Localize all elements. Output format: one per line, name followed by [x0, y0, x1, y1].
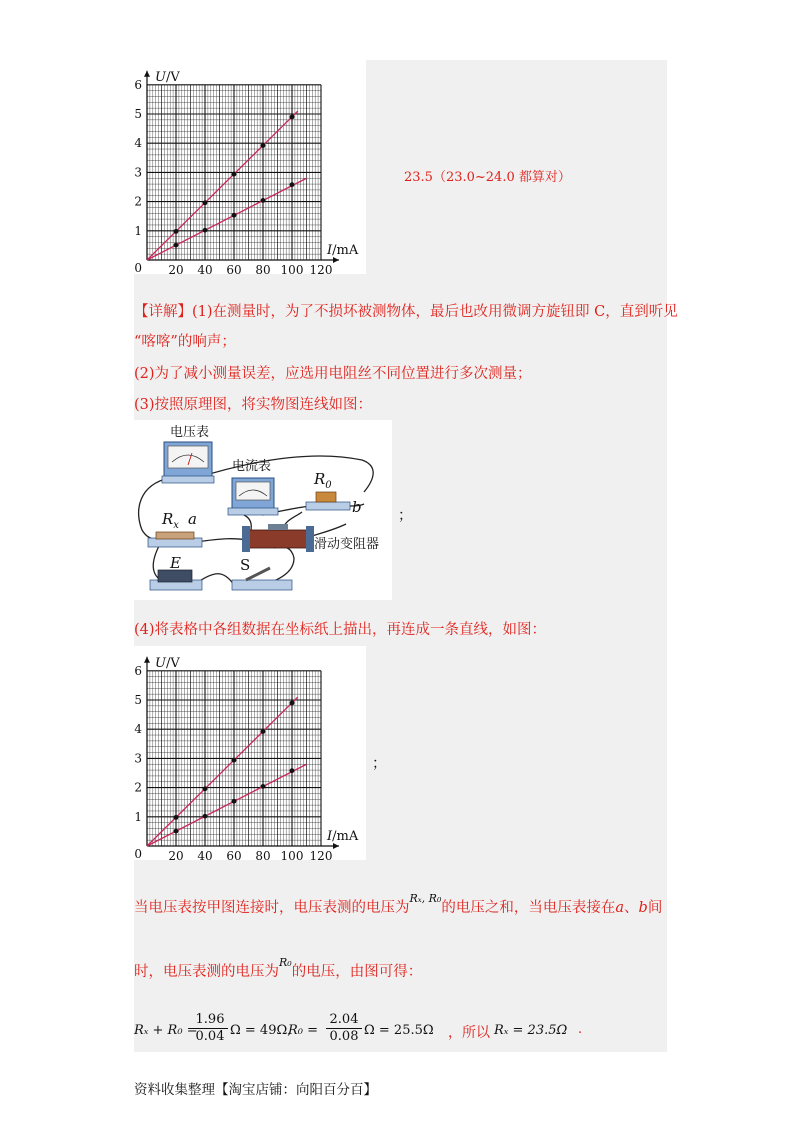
y-tick-label: 4 — [134, 722, 142, 737]
detail-line-2: “喀喀”的响声； — [134, 334, 236, 350]
x-tick-label: 80 — [255, 849, 271, 860]
resistor-rx — [148, 532, 202, 547]
y-axis-arrow — [144, 657, 150, 663]
eq-so: ，所以 — [448, 1025, 490, 1041]
data-point-2 — [261, 198, 266, 203]
y-tick-label: 3 — [134, 751, 142, 766]
ui-graph-1 — [134, 60, 366, 274]
ammeter — [228, 478, 278, 515]
battery-e — [150, 570, 202, 590]
eq2-frac — [326, 1012, 362, 1045]
b-label: b — [352, 498, 362, 516]
explain-l1-b: b — [638, 900, 648, 916]
data-point-2 — [290, 182, 295, 187]
circuit-semicolon: ； — [398, 508, 413, 524]
graph-semicolon: ； — [372, 756, 387, 772]
data-point-1 — [203, 786, 208, 791]
eq1-den: 0.04 — [195, 1029, 225, 1044]
x-tick-label: 40 — [197, 263, 213, 274]
circuit-diagram — [134, 420, 392, 600]
data-point-1 — [203, 200, 208, 205]
origin-label: 0 — [134, 847, 142, 860]
detail-line-1 — [134, 302, 678, 322]
data-point-2 — [203, 814, 208, 819]
e-label: E — [170, 554, 181, 572]
explain-line-1 — [134, 892, 663, 919]
rheostat-label: 滑动变阻器 — [314, 537, 380, 552]
data-point-1 — [261, 729, 266, 734]
eq1-lhs: Rₓ + R₀ = — [134, 1023, 198, 1038]
resistor-r0 — [306, 492, 350, 510]
detail-tag: 【详解】 — [134, 304, 192, 320]
data-point-2 — [174, 243, 179, 248]
x-tick-label: 120 — [309, 263, 333, 274]
data-point-2 — [203, 228, 208, 233]
x-tick-label: 20 — [168, 849, 184, 860]
data-point-1 — [232, 758, 237, 763]
footer-source: 资料收集整理【淘宝店铺：向阳百分百】 — [134, 1082, 377, 1098]
a-label: a — [188, 510, 197, 528]
answer-note: 23.5（23.0~24.0 都算对） — [404, 170, 571, 185]
data-point-2 — [290, 768, 295, 773]
explain-l1-sep: 、 — [624, 900, 639, 916]
eq2-rhs: Ω = 25.5Ω — [364, 1023, 434, 1038]
eq1-num: 1.96 — [192, 1012, 228, 1029]
data-point-2 — [261, 784, 266, 789]
explain-l1a: 当电压表按甲图连接时，电压表测的电压为 — [134, 900, 410, 916]
data-point-2 — [232, 799, 237, 804]
x-tick-label: 100 — [280, 849, 304, 860]
data-point-2 — [232, 213, 237, 218]
eq2-lhs: R₀ = — [288, 1023, 319, 1038]
x-tick-label: 20 — [168, 263, 184, 274]
data-point-2 — [174, 829, 179, 834]
y-tick-label: 5 — [134, 107, 142, 121]
explain-l1-a: a — [615, 900, 625, 916]
data-point-1 — [290, 115, 295, 120]
eq2-den: 0.08 — [329, 1029, 359, 1044]
voltmeter — [162, 442, 214, 483]
y-axis-label: U/V — [155, 655, 180, 671]
ui-graph-2 — [134, 646, 366, 860]
y-tick-label: 1 — [134, 809, 142, 824]
detail-line-4: (3)按照原理图，将实物图连线如图： — [134, 397, 373, 413]
x-tick-label: 100 — [280, 263, 304, 274]
y-tick-label: 1 — [134, 223, 142, 238]
detail-line-3: (2)为了减小测量误差，应选用电阻丝不同位置进行多次测量； — [134, 366, 532, 382]
eq1-frac — [192, 1012, 228, 1045]
x-axis-label: I/mA — [327, 243, 359, 258]
x-tick-label: 40 — [197, 849, 213, 860]
explain-l1-math: Rₓ, R₀ — [409, 892, 442, 905]
rheostat — [242, 524, 314, 552]
x-axis-label: I/mA — [327, 829, 359, 844]
data-point-1 — [174, 229, 179, 234]
eq-end: . — [578, 1022, 583, 1037]
equation-line — [134, 1012, 654, 1052]
s-label: S — [240, 556, 251, 574]
x-tick-label: 80 — [255, 263, 271, 274]
data-point-1 — [290, 701, 295, 706]
y-tick-label: 2 — [134, 780, 142, 795]
x-tick-label: 60 — [226, 263, 242, 274]
y-tick-label: 6 — [134, 77, 142, 92]
eq2-num: 2.04 — [326, 1012, 362, 1029]
y-axis-label: U/V — [155, 69, 180, 85]
data-point-1 — [174, 815, 179, 820]
y-tick-label: 5 — [134, 693, 142, 707]
explain-l1b: 的电压之和，当电压表接在 — [441, 900, 616, 916]
y-tick-label: 3 — [134, 165, 142, 180]
x-tick-label: 60 — [226, 849, 242, 860]
detail-line-5: (4)将表格中各组数据在坐标纸上描出，再连成一条直线，如图： — [134, 622, 547, 638]
eq1-rhs: Ω = 49Ω, — [230, 1023, 292, 1038]
r0-label: $R_0$ — [314, 470, 332, 491]
x-tick-label: 120 — [309, 849, 333, 860]
rx-label: $R_x$ — [162, 510, 179, 531]
detail-p1a: (1)在测量时，为了不损坏被测物体，最后也改用微调方旋钮即 C，直到听见 — [192, 304, 678, 320]
eq3: Rₓ = 23.5Ω — [494, 1023, 568, 1038]
explain-l2b: 的电压，由图可得： — [291, 964, 423, 980]
voltmeter-label: 电压表 — [170, 425, 210, 440]
data-point-1 — [261, 143, 266, 148]
explain-l2a: 时，电压表测的电压为 — [134, 964, 279, 980]
y-axis-arrow — [144, 71, 150, 77]
explain-line-2 — [134, 956, 423, 983]
y-tick-label: 4 — [134, 136, 142, 151]
explain-l2-math: R₀ — [279, 956, 292, 969]
explain-l1c: 间 — [647, 900, 663, 916]
y-tick-label: 2 — [134, 194, 142, 209]
y-tick-label: 6 — [134, 663, 142, 678]
ammeter-label: 电流表 — [232, 459, 272, 474]
data-point-1 — [232, 172, 237, 177]
origin-label: 0 — [134, 261, 142, 274]
